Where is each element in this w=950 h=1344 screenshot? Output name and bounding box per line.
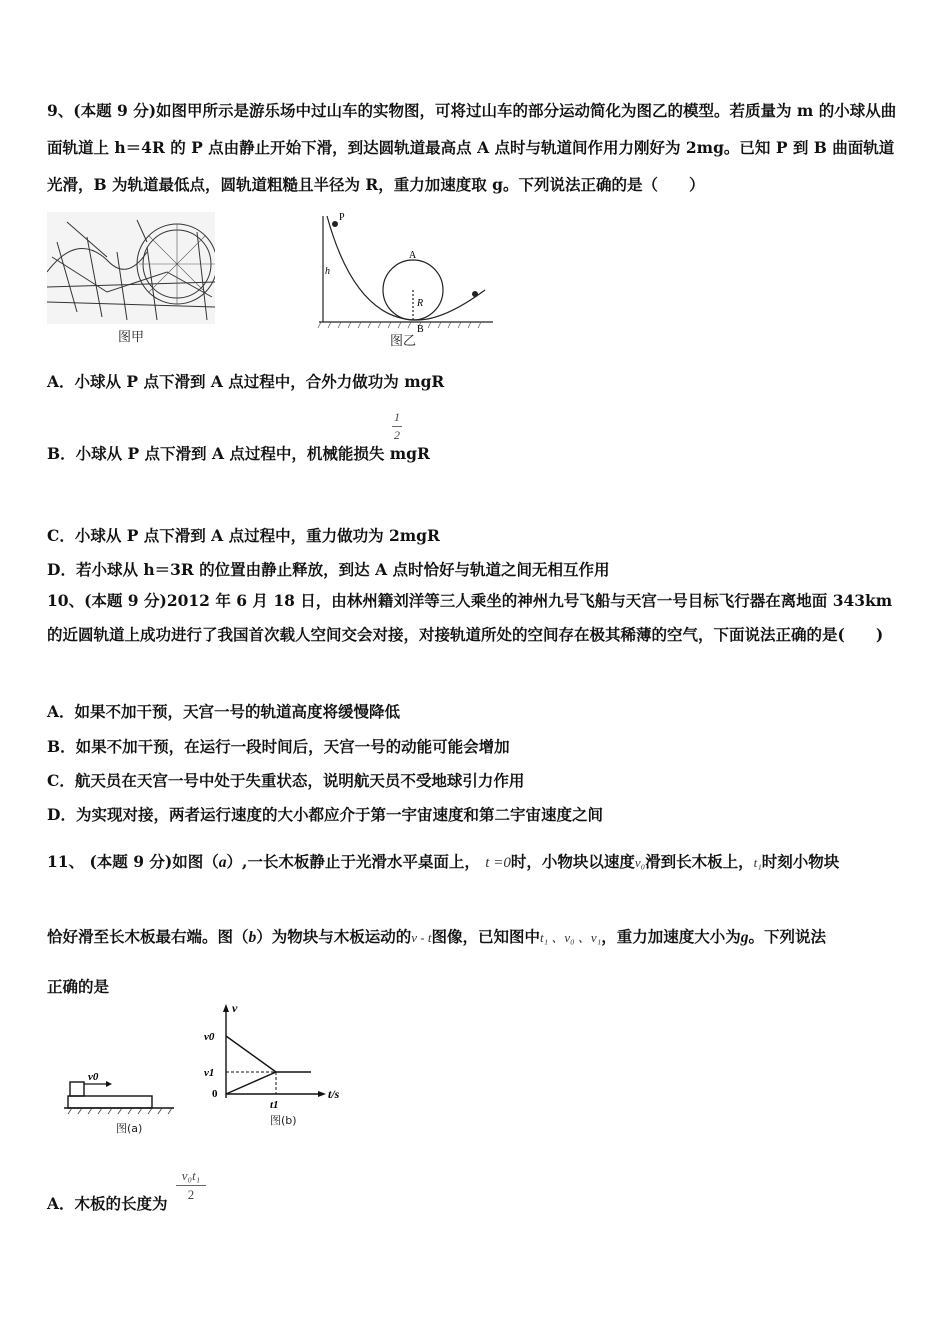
q11-text: 。下列说法 — [748, 927, 827, 946]
q11-text: 滑到长木板上， — [645, 852, 754, 871]
label-p: P — [339, 212, 345, 223]
q11-text: 图像，已知图中 — [431, 927, 541, 946]
board-block-diagram — [62, 1066, 182, 1122]
track-model-diagram — [315, 208, 495, 332]
q11-text: 恰好滑至长木板最右端。图（ — [47, 927, 249, 946]
q11-text: ，重力加速度大小为 — [601, 927, 741, 946]
axis-ts: t/s — [328, 1087, 340, 1101]
q11-var-g: g — [740, 929, 749, 946]
q11-math-vt: v - t — [411, 930, 432, 945]
label-h: h — [325, 266, 330, 277]
roller-coaster-photo — [47, 212, 215, 324]
q9-option-b: B．小球从 P 点下滑到 A 点过程中，机械能损失 mgR — [47, 444, 430, 463]
label-v0: v0 — [88, 1071, 99, 1083]
q10-stem: 10、(本题 9 分)2012 年 6 月 18 日，由林州籍刘洋等三人乘坐的神州九号飞船与天宫一号目标飞行器在离地面 343km 的近圆轨道上成功进行了我国首次载人空间交会对接，对接轨道所处的空间存在极其稀薄的空气，下面说法正确的是( ) — [47, 591, 893, 644]
q11-line-3: 正确的是 — [47, 977, 110, 996]
q9-stem: 9、(本题 9 分)如图甲所示是游乐场中过山车的实物图，可将过山车的部分运动简化为图乙的模型。若质量为 m 的小球从曲面轨道上 h＝4R 的 P 点由静止开始下滑，到达圆轨道最高点 A 点时与轨道间作用力刚好为 2mg。已知 P 到 B 曲面轨道光滑，B 为轨道最低点，圆轨道粗糙且半径为 R，重力加速度取 g。下列说法正确的是（ ） — [47, 101, 897, 194]
tick-v0: v0 — [204, 1031, 215, 1043]
frac-den: 2 — [187, 1187, 195, 1202]
origin-0: 0 — [212, 1088, 218, 1100]
q11-math-vars: t₁ 、v₀ 、v₁ — [540, 930, 602, 945]
label-a: A — [409, 250, 417, 261]
tick-v1: v1 — [204, 1067, 215, 1079]
axis-v: v — [232, 1001, 238, 1015]
q9-option-c: C．小球从 P 点下滑到 A 点过程中，重力做功为 2mgR — [47, 526, 440, 545]
tick-t1: t1 — [270, 1099, 279, 1110]
q10-option-a: A．如果不加干预，天宫一号的轨道高度将缓慢降低 — [47, 702, 401, 721]
q11-text: 时刻小物块 — [761, 852, 840, 871]
q11-var-b: b — [248, 929, 257, 946]
frac-num: v₀t₁ — [181, 1168, 201, 1183]
fig-yi-caption: 图乙 — [390, 334, 417, 349]
q9-option-a: A．小球从 P 点下滑到 A 点过程中，合外力做功为 mgR — [47, 372, 445, 391]
q11-line-2 — [47, 925, 826, 947]
frac-num: 1 — [394, 410, 400, 424]
q11-math-v0: v₀ — [634, 855, 646, 870]
vt-graph — [196, 998, 356, 1110]
q9-option-b-fraction — [392, 410, 402, 443]
fig-a-caption: 图(a) — [116, 1122, 143, 1135]
q11-math-t1: t₁ — [753, 855, 762, 870]
q11-var-a: a — [218, 854, 227, 871]
q10-option-b: B．如果不加干预，在运行一段时间后，天宫一号的动能可能会增加 — [47, 737, 510, 756]
fig-jia-caption: 图甲 — [118, 330, 145, 345]
q11-text: 时，小物块以速度 — [510, 852, 635, 871]
q11-text: 11、 (本题 9 分)如图（ — [47, 852, 219, 871]
frac-den: 2 — [394, 428, 400, 442]
q11-line-1 — [47, 850, 839, 872]
q11-text: ）为物块与木板运动的 — [256, 927, 412, 946]
label-b: B — [417, 324, 424, 332]
q11-option-a-fraction — [176, 1168, 206, 1203]
q9-option-d: D．若小球从 h＝3R 的位置由静止释放，到达 A 点时恰好与轨道之间无相互作用 — [47, 560, 610, 579]
q11-option-a: A．木板的长度为 — [47, 1194, 168, 1213]
q10-option-c: C．航天员在天宫一号中处于失重状态，说明航天员不受地球引力作用 — [47, 771, 525, 790]
q11-math-t0: t =0 — [485, 855, 511, 871]
q11-text: ）,一长木板静止于光滑水平桌面上， — [226, 852, 480, 871]
q10-option-d: D．为实现对接，两者运行速度的大小都应介于第一宇宙速度和第二宇宙速度之间 — [47, 805, 603, 824]
fig-b-caption: 图(b) — [270, 1114, 297, 1127]
label-r: R — [417, 298, 424, 309]
